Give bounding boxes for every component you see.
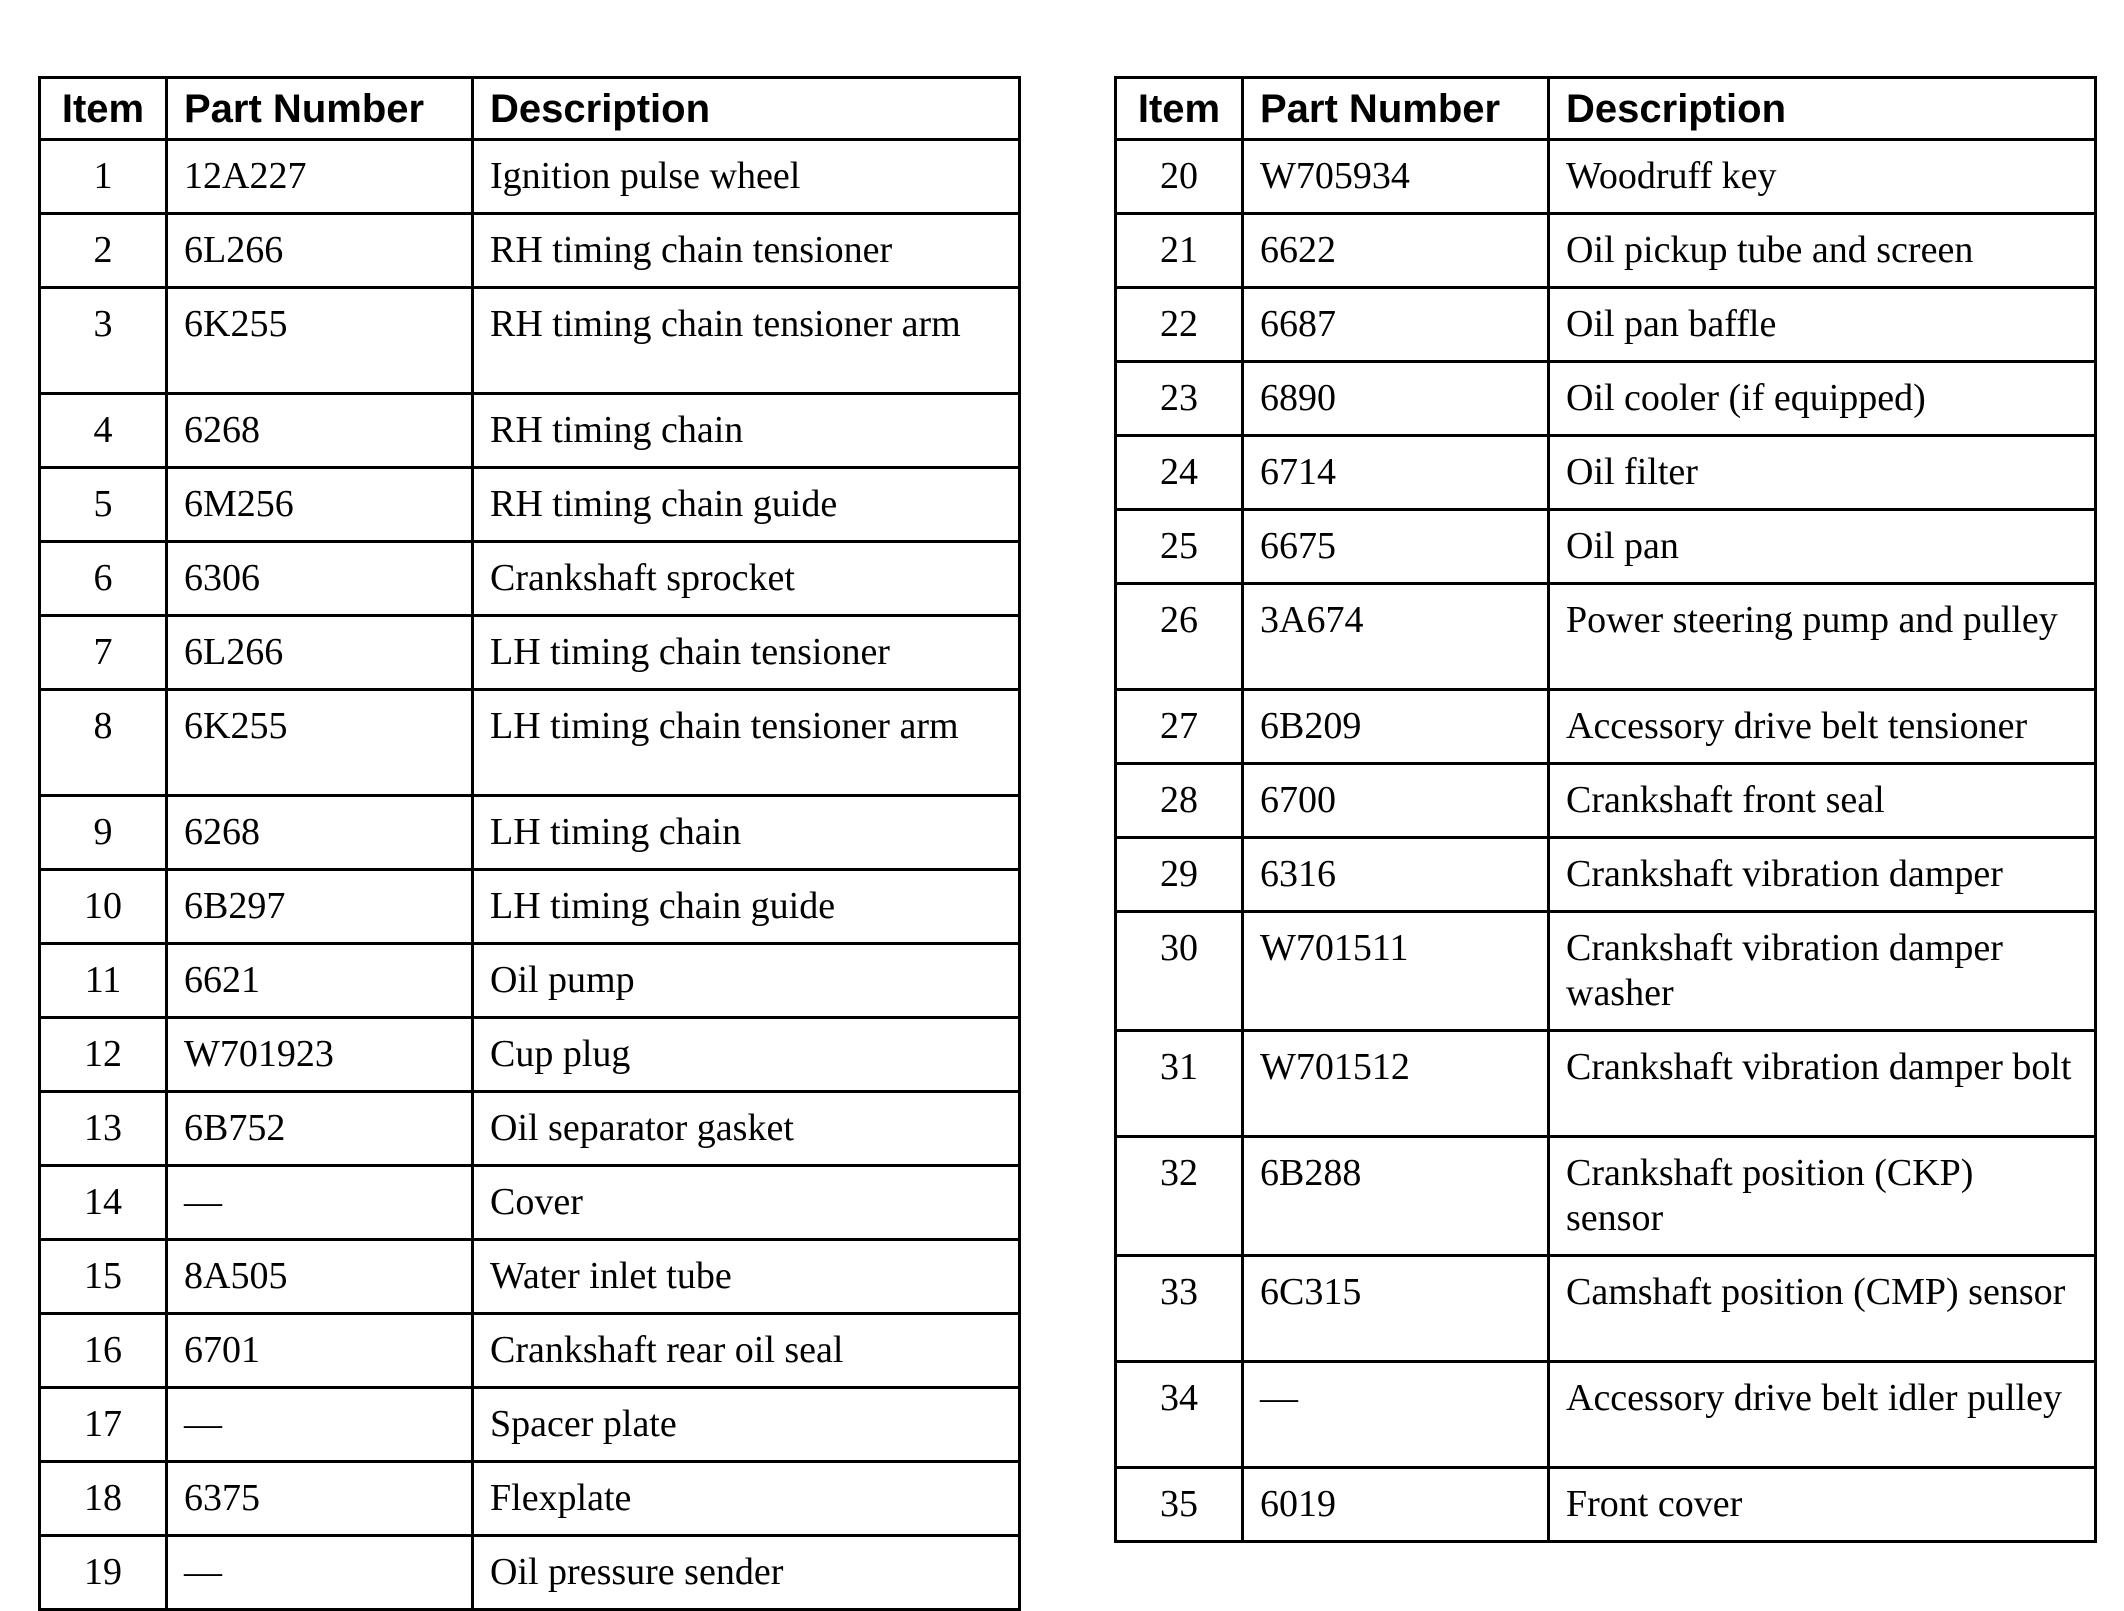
part-number-cell: 12A227 xyxy=(167,140,473,214)
parts-table-left xyxy=(38,76,1021,1611)
part-number-cell: 6268 xyxy=(167,796,473,870)
item-number-cell: 32 xyxy=(1116,1137,1243,1256)
table-row xyxy=(1116,1256,2096,1362)
table-row xyxy=(40,288,1020,394)
description-cell: Crankshaft front seal xyxy=(1549,764,2096,838)
table-row xyxy=(40,1536,1020,1610)
part-number-cell: 6268 xyxy=(167,394,473,468)
item-number-cell: 6 xyxy=(40,542,167,616)
description-cell: Crankshaft vibration damper xyxy=(1549,838,2096,912)
item-number-cell: 31 xyxy=(1116,1031,1243,1137)
description-cell: Water inlet tube xyxy=(473,1240,1020,1314)
table-row xyxy=(40,690,1020,796)
part-number-cell: 6019 xyxy=(1243,1468,1549,1542)
table-row xyxy=(40,542,1020,616)
item-number-cell: 20 xyxy=(1116,140,1243,214)
description-cell: RH timing chain tensioner arm xyxy=(473,288,1020,394)
description-cell: Oil pressure sender xyxy=(473,1536,1020,1610)
table-row xyxy=(40,468,1020,542)
table-row xyxy=(40,1166,1020,1240)
part-number-cell: 6K255 xyxy=(167,288,473,394)
part-number-cell: 6890 xyxy=(1243,362,1549,436)
part-number-cell: W701923 xyxy=(167,1018,473,1092)
part-number-cell: 6B752 xyxy=(167,1092,473,1166)
description-cell: Crankshaft position (CKP) sensor xyxy=(1549,1137,2096,1256)
part-number-cell: 6675 xyxy=(1243,510,1549,584)
part-number-cell: W701511 xyxy=(1243,912,1549,1031)
item-number-cell: 25 xyxy=(1116,510,1243,584)
item-number-cell: 7 xyxy=(40,616,167,690)
table-row xyxy=(1116,690,2096,764)
description-cell: Cover xyxy=(473,1166,1020,1240)
table-row xyxy=(1116,764,2096,838)
description-cell: LH timing chain xyxy=(473,796,1020,870)
item-number-cell: 28 xyxy=(1116,764,1243,838)
column-header-item: Item xyxy=(1116,78,1243,140)
part-number-cell: 6L266 xyxy=(167,616,473,690)
description-cell: LH timing chain tensioner xyxy=(473,616,1020,690)
table-row xyxy=(40,870,1020,944)
table-row xyxy=(40,1462,1020,1536)
description-cell: Accessory drive belt tensioner xyxy=(1549,690,2096,764)
description-cell: Oil pan baffle xyxy=(1549,288,2096,362)
column-header-description: Description xyxy=(1549,78,2096,140)
description-cell: Oil separator gasket xyxy=(473,1092,1020,1166)
description-cell: Crankshaft vibration damper washer xyxy=(1549,912,2096,1031)
description-cell: Crankshaft sprocket xyxy=(473,542,1020,616)
description-cell: RH timing chain tensioner xyxy=(473,214,1020,288)
table-row xyxy=(40,1314,1020,1388)
item-number-cell: 22 xyxy=(1116,288,1243,362)
item-number-cell: 35 xyxy=(1116,1468,1243,1542)
part-number-cell: 6B297 xyxy=(167,870,473,944)
item-number-cell: 21 xyxy=(1116,214,1243,288)
description-cell: Ignition pulse wheel xyxy=(473,140,1020,214)
description-cell: LH timing chain guide xyxy=(473,870,1020,944)
description-cell: Cup plug xyxy=(473,1018,1020,1092)
item-number-cell: 5 xyxy=(40,468,167,542)
table-row xyxy=(1116,1031,2096,1137)
table-row xyxy=(1116,912,2096,1031)
parts-table-right xyxy=(1114,76,2097,1543)
table-row xyxy=(40,796,1020,870)
item-number-cell: 30 xyxy=(1116,912,1243,1031)
table-row xyxy=(1116,1468,2096,1542)
part-number-cell: 6622 xyxy=(1243,214,1549,288)
item-number-cell: 11 xyxy=(40,944,167,1018)
description-cell: Oil cooler (if equipped) xyxy=(1549,362,2096,436)
part-number-cell: — xyxy=(167,1388,473,1462)
description-cell: Accessory drive belt idler pulley xyxy=(1549,1362,2096,1468)
table-row xyxy=(40,616,1020,690)
table-row xyxy=(40,944,1020,1018)
description-cell: Oil pump xyxy=(473,944,1020,1018)
item-number-cell: 23 xyxy=(1116,362,1243,436)
table-row xyxy=(40,1240,1020,1314)
item-number-cell: 9 xyxy=(40,796,167,870)
item-number-cell: 3 xyxy=(40,288,167,394)
part-number-cell: 6306 xyxy=(167,542,473,616)
item-number-cell: 14 xyxy=(40,1166,167,1240)
part-number-cell: 6621 xyxy=(167,944,473,1018)
item-number-cell: 12 xyxy=(40,1018,167,1092)
item-number-cell: 17 xyxy=(40,1388,167,1462)
item-number-cell: 19 xyxy=(40,1536,167,1610)
table-row xyxy=(1116,288,2096,362)
table-row xyxy=(40,1018,1020,1092)
item-number-cell: 4 xyxy=(40,394,167,468)
item-number-cell: 24 xyxy=(1116,436,1243,510)
description-cell: Crankshaft vibration damper bolt xyxy=(1549,1031,2096,1137)
part-number-cell: 6701 xyxy=(167,1314,473,1388)
part-number-cell: 6700 xyxy=(1243,764,1549,838)
part-number-cell: 6L266 xyxy=(167,214,473,288)
table-row xyxy=(40,394,1020,468)
part-number-cell: 8A505 xyxy=(167,1240,473,1314)
column-header-part-number: Part Number xyxy=(1243,78,1549,140)
item-number-cell: 10 xyxy=(40,870,167,944)
column-header-part-number: Part Number xyxy=(167,78,473,140)
table-row xyxy=(1116,1362,2096,1468)
item-number-cell: 16 xyxy=(40,1314,167,1388)
description-cell: RH timing chain guide xyxy=(473,468,1020,542)
item-number-cell: 8 xyxy=(40,690,167,796)
item-number-cell: 33 xyxy=(1116,1256,1243,1362)
column-header-item: Item xyxy=(40,78,167,140)
description-cell: Woodruff key xyxy=(1549,140,2096,214)
table-row xyxy=(40,214,1020,288)
description-cell: Crankshaft rear oil seal xyxy=(473,1314,1020,1388)
item-number-cell: 18 xyxy=(40,1462,167,1536)
item-number-cell: 13 xyxy=(40,1092,167,1166)
part-number-cell: 6687 xyxy=(1243,288,1549,362)
table-row xyxy=(1116,510,2096,584)
part-number-cell: 6714 xyxy=(1243,436,1549,510)
item-number-cell: 15 xyxy=(40,1240,167,1314)
table-row xyxy=(1116,1137,2096,1256)
table-row xyxy=(40,1388,1020,1462)
item-number-cell: 2 xyxy=(40,214,167,288)
part-number-cell: 3A674 xyxy=(1243,584,1549,690)
table-header-row xyxy=(1116,78,2096,140)
part-number-cell: 6375 xyxy=(167,1462,473,1536)
table-row xyxy=(1116,838,2096,912)
part-number-cell: 6K255 xyxy=(167,690,473,796)
part-number-cell: — xyxy=(167,1536,473,1610)
table-row xyxy=(1116,140,2096,214)
description-cell: Power steering pump and pulley xyxy=(1549,584,2096,690)
item-number-cell: 27 xyxy=(1116,690,1243,764)
part-number-cell: 6316 xyxy=(1243,838,1549,912)
table-row xyxy=(1116,436,2096,510)
table-row xyxy=(1116,362,2096,436)
table-row xyxy=(1116,584,2096,690)
description-cell: LH timing chain tensioner arm xyxy=(473,690,1020,796)
description-cell: Oil pickup tube and screen xyxy=(1549,214,2096,288)
part-number-cell: 6M256 xyxy=(167,468,473,542)
part-number-cell: 6B288 xyxy=(1243,1137,1549,1256)
description-cell: Front cover xyxy=(1549,1468,2096,1542)
column-header-description: Description xyxy=(473,78,1020,140)
item-number-cell: 34 xyxy=(1116,1362,1243,1468)
item-number-cell: 1 xyxy=(40,140,167,214)
table-row xyxy=(40,140,1020,214)
table-row xyxy=(40,1092,1020,1166)
description-cell: Spacer plate xyxy=(473,1388,1020,1462)
description-cell: Camshaft position (CMP) sensor xyxy=(1549,1256,2096,1362)
part-number-cell: — xyxy=(1243,1362,1549,1468)
part-number-cell: W705934 xyxy=(1243,140,1549,214)
table-header-row xyxy=(40,78,1020,140)
description-cell: Oil pan xyxy=(1549,510,2096,584)
part-number-cell: W701512 xyxy=(1243,1031,1549,1137)
description-cell: Oil filter xyxy=(1549,436,2096,510)
item-number-cell: 29 xyxy=(1116,838,1243,912)
description-cell: Flexplate xyxy=(473,1462,1020,1536)
part-number-cell: 6B209 xyxy=(1243,690,1549,764)
description-cell: RH timing chain xyxy=(473,394,1020,468)
item-number-cell: 26 xyxy=(1116,584,1243,690)
part-number-cell: — xyxy=(167,1166,473,1240)
table-row xyxy=(1116,214,2096,288)
part-number-cell: 6C315 xyxy=(1243,1256,1549,1362)
